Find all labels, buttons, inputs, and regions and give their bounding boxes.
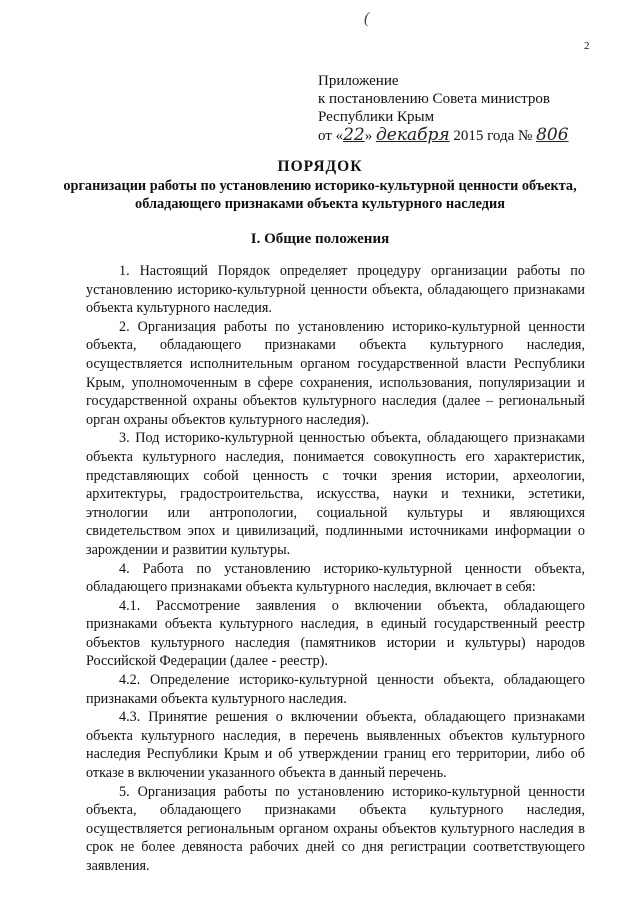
appendix-line-2: к постановлению Совета министров (318, 91, 550, 107)
handwritten-month: декабря (376, 125, 450, 145)
paragraph-4-1: 4.1. Рассмотрение заявления о включении объекта, обладающего признаками объекта культурного наследия, в единый государственный реестр объектов культурного наследия (памятников истории и культуры) народов Российской Федерации (далее - реестр). (86, 597, 585, 670)
paragraph-1: 1. Настоящий Порядок определяет процедуру организации работы по установлению историко-культурной ценности объекта, обладающего признаками объекта культурного наследия. (86, 263, 585, 317)
date-prefix: от « (318, 128, 344, 144)
document-body (86, 262, 585, 876)
section-heading: I. Общие положения (250, 231, 390, 247)
corner-pen-mark: ( (364, 10, 370, 27)
appendix-line-1: Приложение (318, 73, 399, 89)
document-title: ПОРЯДОК (277, 158, 363, 175)
date-year-text: 2015 года № (453, 128, 533, 144)
paragraph-4-3: 4.3. Принятие решения о включении объекта, обладающего признаками объекта культурного наследия, в перечень выявленных объектов культурного наследия Республики Крым и об утверждении границ его территории, либо об отказе в включении указанного объекта в данный перечень. (86, 709, 585, 782)
page-number: 2 (584, 40, 590, 52)
appendix-block (318, 72, 569, 145)
appendix-date-line (318, 126, 569, 145)
date-quote-close: » (364, 128, 373, 144)
handwritten-number: 806 (536, 125, 569, 145)
paragraph-3: 3. Под историко-культурной ценностью объекта, обладающего признаками объекта культурного наследия, понимается совокупность его характеристик, представляющих собой ценность с точки зрения истории, археологии, архитектуры, градостроительства, искусства, науки и техники, эстетики, этнологии или антропологии, социальной культуры и являющихся свидетельством эпох и цивилизаций, подлинными источниками информации о зарождении и развитии культуры. (86, 430, 585, 558)
appendix-line-3: Республики Крым (318, 109, 435, 125)
document-subtitle: организации работы по установлению историко-культурной ценности объекта, обладающего признаками объекта культурного наследия (63, 178, 577, 212)
handwritten-day: 22 (343, 125, 365, 145)
paragraph-4: 4. Работа по установлению историко-культурной ценности объекта, обладающего признаками объекта культурного наследия, включает в себя: (86, 560, 585, 596)
paragraph-2: 2. Организация работы по установлению историко-культурной ценности объекта, обладающего признаками объекта культурного наследия, осуществляется исполнительным органом государственной власти Республики Крым, уполномоченным в сфере сохранения, использования, популяризации и государственной охраны объектов культурного наследия (далее – региональный орган охраны объектов культурного наследия). (86, 318, 585, 428)
paragraph-4-2: 4.2. Определение историко-культурной ценности объекта, обладающего признаками объекта культурного наследия. (86, 672, 585, 707)
paragraph-5: 5. Организация работы по установлению историко-культурной ценности объекта, обладающего признаками объекта культурного наследия, осуществляется региональным органом охраны объектов культурного наследия в срок не более девяноста рабочих дней со дня регистрации соответствующего заявления. (86, 783, 585, 874)
